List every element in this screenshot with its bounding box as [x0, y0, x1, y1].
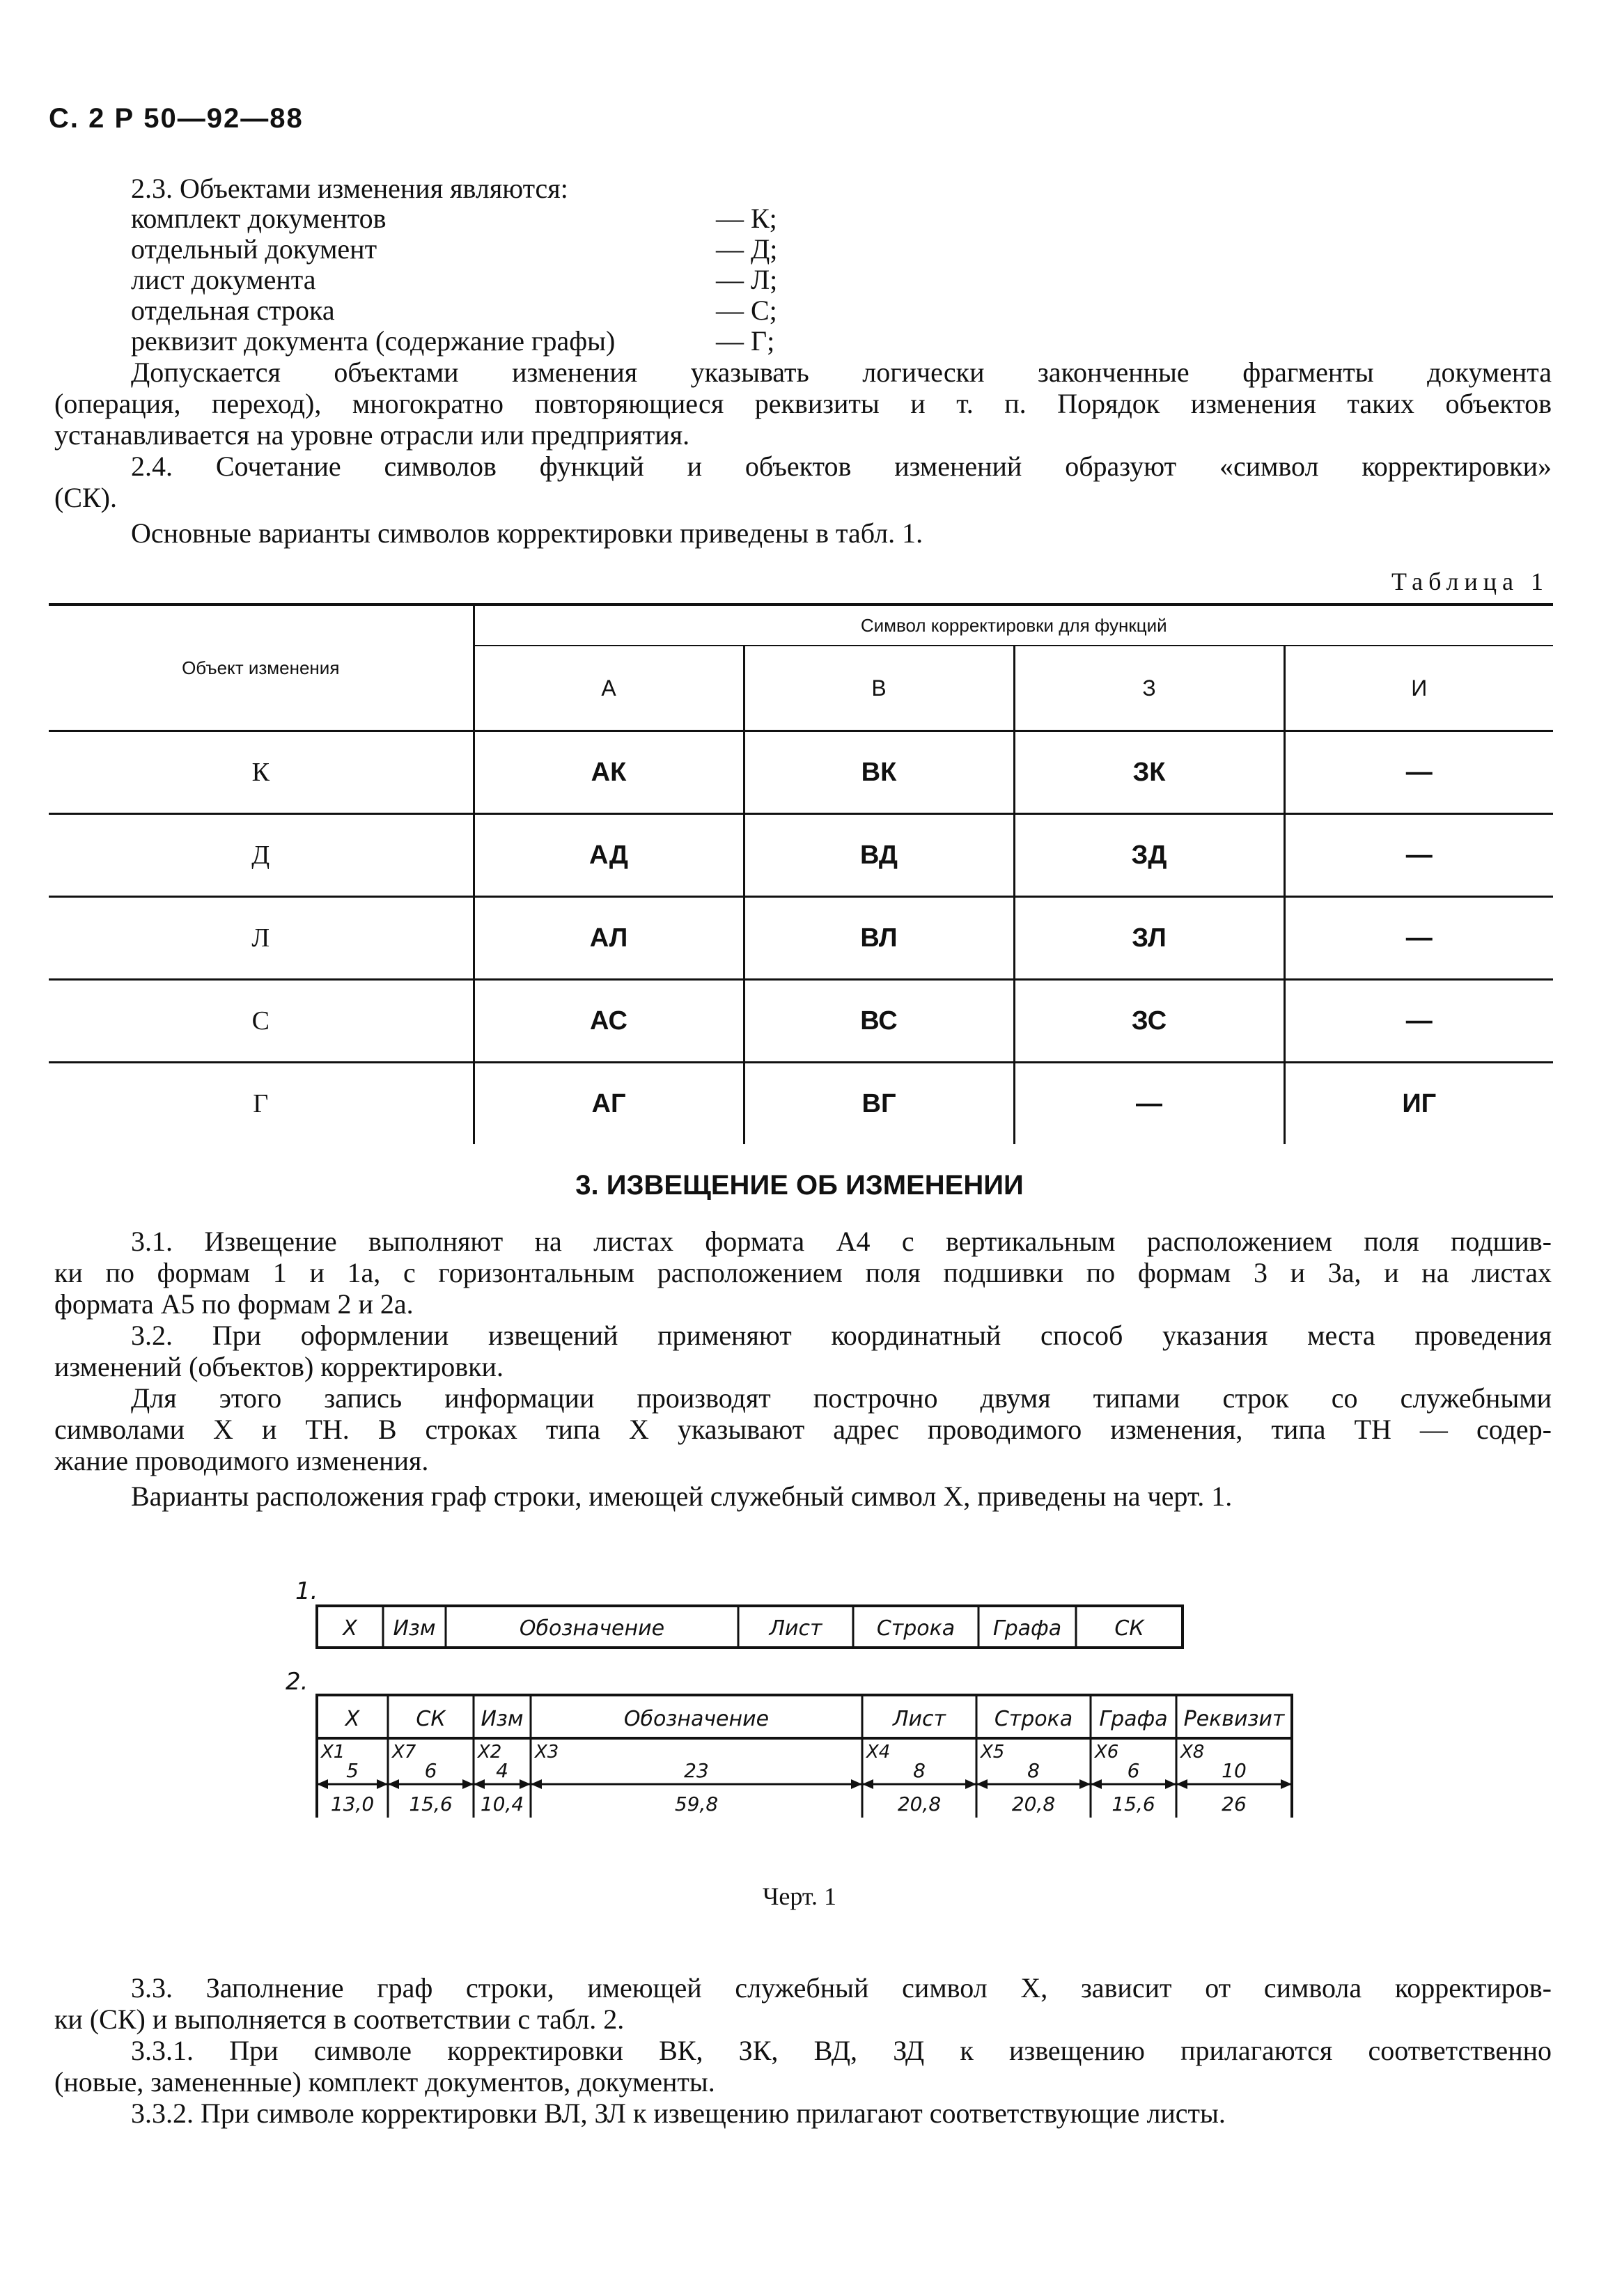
table-row	[49, 731, 1553, 814]
variant-2-header-label: Лист	[892, 1707, 946, 1731]
table-cell-object: Д	[49, 814, 474, 897]
table-cell-object: Г	[253, 1089, 269, 1118]
page-header: С. 2 Р 50—92—88	[49, 103, 304, 134]
section-3-text: 3.1. Извещение выполняют на листах формата А4 с вертикальным расположением поля подшив- ки по формам 1 и 1а, с горизонтальным расположением поля подшивки по формам 3 и 3а, и на листах формата А5 по формам 2 и 2а. 3.2. При оформлении извещений применяют координатный способ указания места проведения изменений (объектов) корректировки. Для этого запись информации производят построчно двумя типами строк со служебными символами Х и ТН. В строках типа Х указывают адрес проводимого изменения, типа ТН — содер- жание проводимого изменения. Варианты расположения граф строки, имеющей служебный символ Х, приведены на черт. 1.	[54, 1226, 1552, 1512]
variant-2-char-count: 23	[684, 1759, 709, 1782]
dimension-arrow	[1165, 1779, 1176, 1789]
table-cell: ВС	[744, 980, 1014, 1063]
dimension-arrow	[520, 1779, 531, 1789]
table-header-group: Символ корректировки для функций	[474, 604, 1553, 646]
dimension-arrow	[462, 1779, 474, 1789]
table-cell: АК	[474, 731, 744, 814]
variant-2-width-label: 15,6	[1112, 1793, 1155, 1815]
dimension-arrow	[1091, 1779, 1102, 1789]
table-cell: АС	[474, 980, 744, 1063]
variant-2-code-label: Х8	[1180, 1742, 1205, 1763]
variant-2-header-label: Реквизит	[1183, 1707, 1285, 1731]
variant-1-cell-label: Изм	[393, 1616, 436, 1641]
variant-1-cell-label: Графа	[992, 1616, 1062, 1641]
table-row	[49, 897, 1553, 980]
dimension-arrow	[1281, 1779, 1292, 1789]
variant-2-header-label: Обозначение	[623, 1707, 770, 1731]
table-header-object: Объект изменения	[49, 604, 474, 731]
variant-2-header-label: Х	[345, 1707, 360, 1731]
variant-1-number: 1.	[295, 1577, 318, 1605]
dimension-arrow	[1176, 1779, 1187, 1789]
dimension-arrow	[388, 1779, 399, 1789]
section-2-3-title	[54, 173, 1552, 204]
table-cell: ЗЛ	[1014, 897, 1284, 980]
object-item: комплект документов — К;	[131, 203, 777, 234]
variant-1-cell-label: СК	[1114, 1616, 1144, 1641]
table-cell: АД	[474, 814, 744, 897]
section-3-3-text: 3.3. Заполнение граф строки, имеющей служебный символ Х, зависит от символа корректиров- ки (СК) и выполняется в соответствии с табл. 2. 3.3.1. При символе корректировки ВК, ЗК, ВД, ЗД к извещению прилагаются соответственно (новые, замененные) комплект документов, документы. 3.3.2. При символе корректировки ВЛ, ЗЛ к извещению прилагают соответствующие листы.	[54, 1972, 1552, 2129]
dimension-arrow	[851, 1779, 862, 1789]
variant-2-code-label: Х5	[981, 1742, 1005, 1763]
variant-2-width-label: 10,4	[480, 1793, 524, 1815]
variant-2-width-label: 20,8	[897, 1793, 942, 1815]
section-3-title: 3. ИЗВЕЩЕНИЕ ОБ ИЗМЕНЕНИИ	[575, 1170, 1024, 1201]
table-header-function: А	[474, 646, 744, 731]
variant-2-code-label: Х6	[1095, 1742, 1119, 1763]
variant-2-char-count: 10	[1222, 1759, 1247, 1782]
table-cell-object: К	[49, 731, 474, 814]
paragraph-3-3-1: 3.3.1. При символе корректировки ВК, ЗК, ВД, ЗД к извещению прилагаются соответственно	[131, 2035, 1552, 2066]
table-header-function: З	[1014, 646, 1284, 731]
variant-2-code-label: Х7	[392, 1742, 416, 1763]
dimension-arrow	[976, 1779, 988, 1789]
table-1-label: Таблица 1	[1391, 568, 1549, 595]
variant-2-code-label: Х3	[535, 1742, 559, 1763]
drawing-1-svg	[279, 1560, 1351, 1866]
table-header-function: И	[1284, 646, 1553, 731]
dimension-arrow	[474, 1779, 485, 1789]
paragraph-3-1: 3.1. Извещение выполняют на листах формата А4 с вертикальным расположением поля подшив-	[131, 1226, 1552, 1257]
variant-2-number: 2.	[286, 1668, 309, 1696]
drawing-1-caption: Черт. 1	[763, 1882, 836, 1910]
table-cell: —	[1284, 980, 1553, 1063]
dimension-arrow	[1079, 1779, 1091, 1789]
variant-2-width-label: 15,6	[409, 1793, 453, 1815]
table-cell: ЗС	[1014, 980, 1284, 1063]
object-item: отдельная строка — С;	[131, 295, 777, 326]
table-cell: ЗД	[1014, 814, 1284, 897]
table-row	[49, 980, 1553, 1063]
table-cell: АЛ	[474, 897, 744, 980]
table-cell: ЗК	[1014, 731, 1284, 814]
variant-2-width-label: 59,8	[674, 1793, 719, 1815]
variant-2-code-label: Х2	[478, 1742, 502, 1763]
variant-1-cell-label: Обозначение	[519, 1616, 665, 1641]
variant-1-cell-label: Х	[343, 1616, 357, 1641]
variant-2-header-label: СК	[416, 1707, 446, 1731]
dimension-arrow	[531, 1779, 542, 1789]
table-cell: —	[1284, 731, 1553, 814]
section-2-3-note: Допускается объектами изменения указывать логически законченные фрагменты документа (операция, переход), многократно повторяющиеся реквизиты и т. п. Порядок изменения таких объектов устанавливается на уровне отрасли или предприятия. 2.4. Сочетание символов функций и объектов изменений образуют «символ корректировки» (СК). Основные варианты символов корректировки приведены в табл. 1.	[54, 357, 1552, 549]
table-cell: —	[1014, 1063, 1284, 1145]
variant-2-width-label: 13,0	[330, 1793, 375, 1815]
table-cell: АГ	[474, 1063, 744, 1145]
drawing-1	[279, 1560, 1351, 1866]
table-header-function: В	[744, 646, 1014, 731]
variant-2-header-label: Строка	[994, 1707, 1073, 1731]
variant-2-char-count: 6	[1127, 1759, 1140, 1782]
variant-2-header-label: Изм	[481, 1707, 524, 1731]
variant-2-code-label: Х1	[321, 1742, 345, 1763]
table-cell: ВК	[744, 731, 1014, 814]
table-cell-object: Л	[49, 897, 474, 980]
paragraph-3-2: 3.2. При оформлении извещений применяют координатный способ указания места проведения	[131, 1320, 1552, 1351]
paragraph-3-3-2: 3.3.2. При символе корректировки ВЛ, ЗЛ к извещению прилагают соответствующие листы.	[131, 2098, 1226, 2129]
variant-2-char-count: 8	[913, 1759, 926, 1782]
variant-1-cell-label: Строка	[876, 1616, 956, 1641]
table-cell: ВЛ	[744, 897, 1014, 980]
object-item: лист документа — Л;	[131, 264, 778, 295]
object-item: отдельный документ — Д;	[131, 233, 778, 265]
table-cell-object: С	[49, 980, 474, 1063]
objects-list	[131, 203, 800, 357]
table-cell: —	[1284, 814, 1553, 897]
variant-2-code-label: Х4	[866, 1742, 891, 1763]
object-item: реквизит документа (содержание графы) — Г;	[131, 325, 775, 357]
table-cell: —	[1284, 897, 1553, 980]
table-cell: ВД	[744, 814, 1014, 897]
dimension-arrow	[317, 1779, 328, 1789]
variant-2-char-count: 4	[496, 1759, 508, 1782]
table-1	[49, 603, 1553, 1144]
dimension-arrow	[377, 1779, 388, 1789]
section-2-4: 2.4. Сочетание символов функций и объектов изменений образуют «символ корректировки»	[131, 451, 1552, 482]
variant-2-width-label: 26	[1222, 1793, 1247, 1815]
table-row	[49, 1063, 1553, 1145]
table-cell: ИГ	[1284, 1063, 1553, 1145]
paragraph-3-3: 3.3. Заполнение граф строки, имеющей служебный символ Х, зависит от символа корректиров-	[131, 1972, 1552, 2004]
variant-2-width-label: 20,8	[1011, 1793, 1056, 1815]
variant-2-char-count: 5	[346, 1759, 359, 1782]
variant-1-cell-label: Лист	[769, 1616, 822, 1641]
dimension-arrow	[862, 1779, 873, 1789]
table-row	[49, 814, 1553, 897]
variant-2-header-label: Графа	[1099, 1707, 1168, 1731]
table-cell: ВГ	[744, 1063, 1014, 1145]
variant-2-char-count: 6	[424, 1759, 437, 1782]
dimension-arrow	[965, 1779, 976, 1789]
section-2-3-heading: 2.3. Объектами изменения являются:	[131, 173, 568, 204]
variant-2-char-count: 8	[1027, 1759, 1040, 1782]
